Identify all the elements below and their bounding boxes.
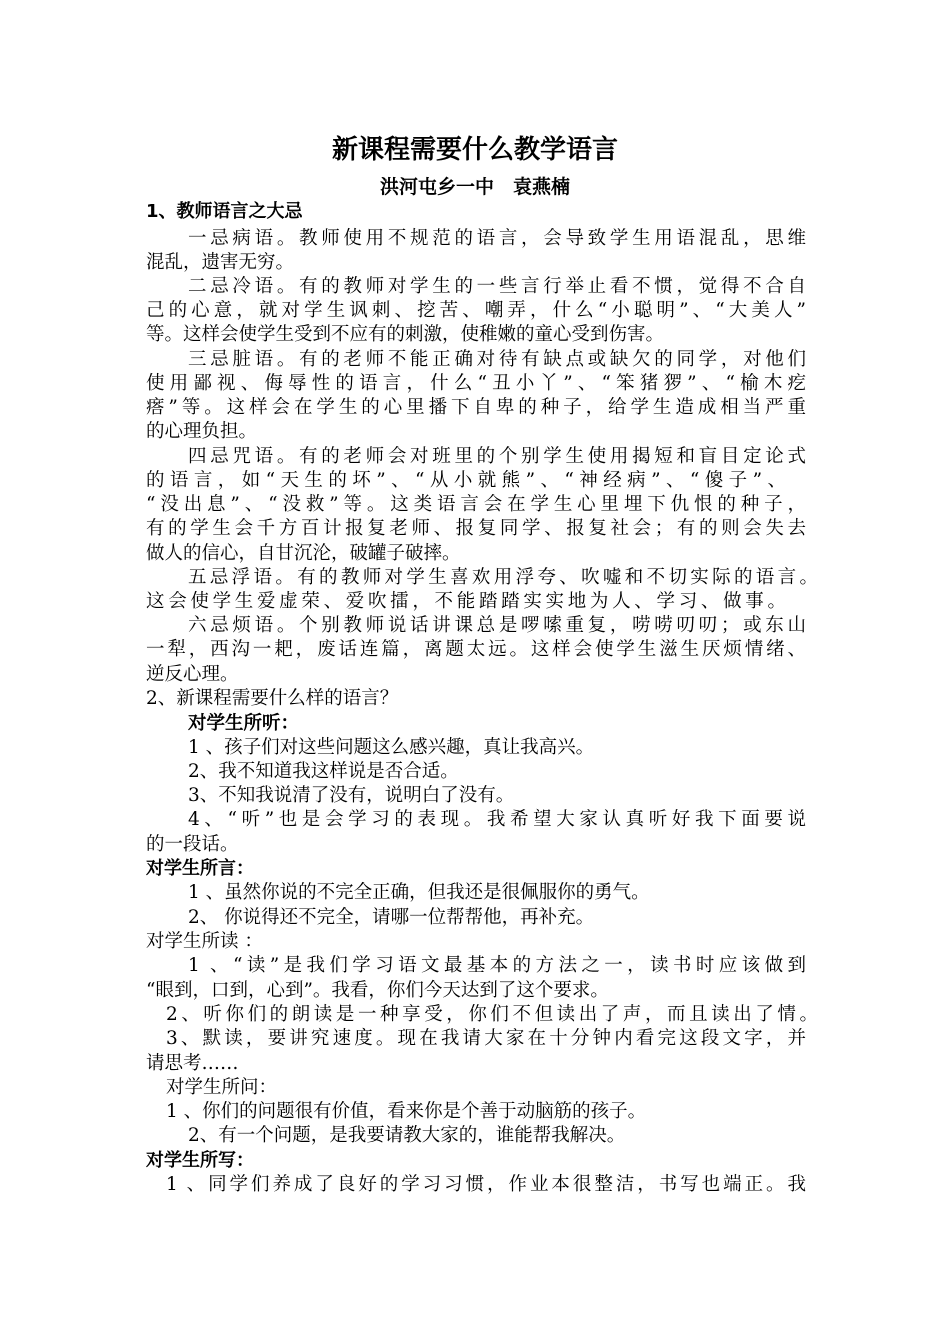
subheading-read: 对学生所读 ： <box>146 931 263 952</box>
paragraph-line: “没出息”、“没救”等。这类语言会在学生心里埋下仇恨的种子， <box>146 494 806 515</box>
section-heading-taboos: 1、教师语言之大忌 <box>146 201 303 222</box>
list-item: 2、我不知道我这样说是否合适。 <box>188 761 459 782</box>
list-item: 1 、虽然你说的不完全正确，但我还是很佩服你的勇气。 <box>188 882 650 903</box>
list-item: “眼到，口到，心到”。我看，你们今天达到了这个要求。 <box>146 980 609 1001</box>
list-item: 的一段话。 <box>146 834 239 855</box>
list-item: 2、 你说得还不完全，请哪一位帮帮他，再补充。 <box>188 907 595 928</box>
list-item: 请思考…… <box>146 1053 239 1074</box>
paragraph-line: 六忌烦语。个别教师说话讲课总是啰嗦重复，唠唠叨叨；或东山 <box>188 615 806 636</box>
subheading-listen: 对学生所听： <box>188 713 300 734</box>
list-item: 4、“听”也是会学习的表现。我希望大家认真听好我下面要说 <box>188 809 806 830</box>
paragraph-line: 四忌咒语。有的老师会对班里的个别学生使用揭短和盲目定论式 <box>188 446 806 467</box>
paragraph-line: 一忌病语。教师使用不规范的语言，会导致学生用语混乱，思维 <box>188 228 806 249</box>
paragraph-line: 逆反心理。 <box>146 664 239 685</box>
paragraph-line: 五忌浮语。有的教师对学生喜欢用浮夸、吹嘘和不切实际的语言。 <box>188 567 818 588</box>
paragraph-line: 使用鄙视、侮辱性的语言，什么“丑小丫”、“笨猪猡”、“榆木疙 <box>146 373 806 394</box>
paragraph-line: 的语言，如“天生的坏”、“从小就熊”、“神经病”、“傻子”、 <box>146 470 786 491</box>
paragraph-line: 一犁，西沟一耙，废话连篇，离题太远。这样会使学生滋生厌烦情绪、 <box>146 639 806 660</box>
paragraph-line: 这会使学生爱虚荣、爱吹擂，不能踏踏实实地为人、学习、做事。 <box>146 591 786 612</box>
paragraph-line: 己的心意，就对学生讽刺、挖苦、嘲弄，什么“小聪明”、“大美人” <box>146 300 806 321</box>
paragraph-line: 有的学生会千方百计报复老师、报复同学、报复社会；有的则会失去 <box>146 518 806 539</box>
paragraph-line: 的心理负担。 <box>146 421 258 442</box>
list-item: 1 、同学们养成了良好的学习习惯，作业本很整洁，书写也端正。我 <box>166 1174 806 1195</box>
list-item: 2、听你们的朗读是一种享受，你们不但读出了声，而且读出了情。 <box>166 1004 818 1025</box>
document-subtitle: 洪河屯乡一中 袁燕楠 <box>379 176 570 198</box>
subheading-write: 对学生所写： <box>146 1150 254 1171</box>
subheading-speak: 对学生所言： <box>146 858 254 879</box>
subheading-ask: 对学生所问： <box>166 1077 278 1098</box>
list-item: 2、有一个问题，是我要请教大家的，谁能帮我解决。 <box>188 1125 626 1146</box>
paragraph-line: 二忌冷语。有的教师对学生的一些言行举止看不惯，觉得不合自 <box>188 276 806 297</box>
list-item: 3、默读，要讲究速度。现在我请大家在十分钟内看完这段文字，并 <box>166 1028 806 1049</box>
paragraph-line: 混乱，遗害无穷。 <box>146 252 295 273</box>
list-item: 1 、“读”是我们学习语文最基本的方法之一，读书时应该做到 <box>188 955 806 976</box>
list-item: 1 、你们的问题很有价值，看来你是个善于动脑筋的孩子。 <box>166 1101 647 1122</box>
section-heading-language: 2、新课程需要什么样的语言？ <box>146 688 399 709</box>
paragraph-line: 做人的信心，自甘沉沦，破罐子破摔。 <box>146 543 461 564</box>
document-title: 新课程需要什么教学语言 <box>331 135 618 165</box>
list-item: 3、不知我说清了没有，说明白了没有。 <box>188 785 515 806</box>
paragraph-line: 三忌脏语。有的老师不能正确对待有缺点或缺欠的同学，对他们 <box>188 349 806 370</box>
list-item: 1 、孩子们对这些问题这么感兴趣，真让我高兴。 <box>188 737 595 758</box>
paragraph-line: 瘩”等。这样会在学生的心里播下自卑的种子，给学生造成相当严重 <box>146 397 806 418</box>
paragraph-line: 等。这样会使学生受到不应有的刺激，使稚嫩的童心受到伤害。 <box>146 324 665 345</box>
